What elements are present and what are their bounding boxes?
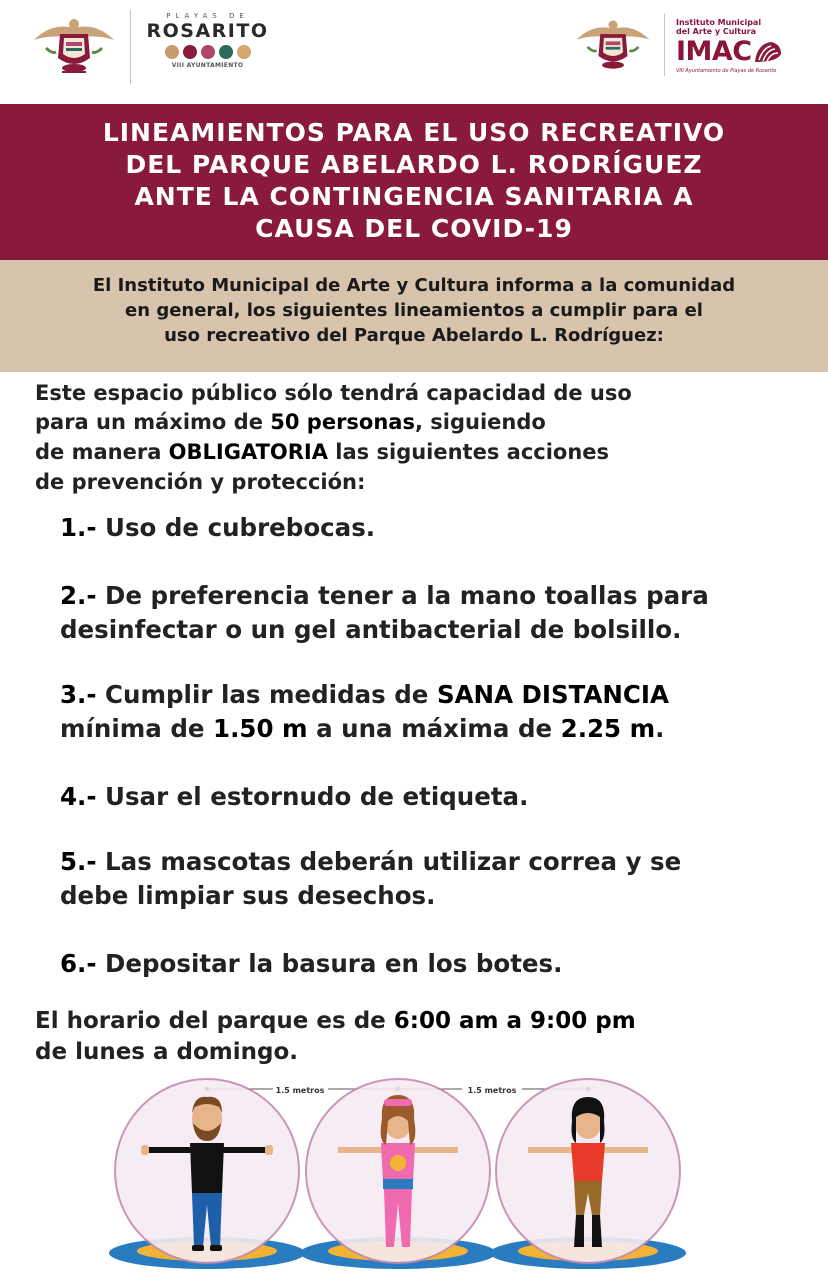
item-number: 5.- xyxy=(60,847,97,876)
imac-institute-line1: Instituto Municipal xyxy=(676,18,762,27)
capacity-line xyxy=(35,440,609,464)
rosarito-logo xyxy=(140,12,275,69)
capacity-emphasis: 50 personas xyxy=(270,410,415,434)
hours-emphasis: 6:00 am a 9:00 pm xyxy=(393,1008,636,1034)
list-item-continuation: desinfectar o un gel antibacterial de bolsillo. xyxy=(60,615,682,644)
item-number: 6.- xyxy=(60,949,97,978)
rosarito-dot xyxy=(165,45,179,59)
item-number: 4.- xyxy=(60,782,97,811)
list-item-continuation xyxy=(60,714,664,743)
distance-label-right: 1.5 metros xyxy=(467,1086,517,1095)
rosarito-small-text: PLAYAS DE xyxy=(166,12,249,20)
list-item-continuation: debe limpiar sus desechos. xyxy=(60,881,436,910)
shell-icon xyxy=(753,40,783,64)
hours-text: El horario del parque es de xyxy=(35,1008,394,1034)
item-text: Depositar la basura en los botes. xyxy=(96,949,563,978)
rosarito-dots xyxy=(140,45,275,59)
hours-line xyxy=(35,1008,636,1034)
capacity-text: de manera xyxy=(35,440,169,464)
title-line: LINEAMIENTOS PARA EL USO RECREATIVO xyxy=(102,118,726,147)
capacity-text: las siguientes acciones xyxy=(328,440,610,464)
header-divider-right xyxy=(664,14,665,76)
item-text: mínima de xyxy=(60,714,214,743)
item-number: 3.- xyxy=(60,680,97,709)
title-line: ANTE LA CONTINGENCIA SANITARIA A xyxy=(134,182,694,211)
imac-tagline: VIII Ayuntamiento de Playas de Rosarito xyxy=(676,68,777,74)
imac-acronym: IMAC xyxy=(676,36,752,67)
imac-logo xyxy=(676,18,816,74)
intro-line: uso recreativo del Parque Abelardo L. Rodríguez: xyxy=(164,325,664,346)
rosarito-dot xyxy=(201,45,215,59)
capacity-line: de prevención y protección: xyxy=(35,470,366,494)
distance-label-left: 1.5 metros xyxy=(275,1086,325,1095)
capacity-emphasis: OBLIGATORIA xyxy=(168,440,328,464)
municipal-seal-logo xyxy=(32,14,116,80)
hours-line: de lunes a domingo. xyxy=(35,1039,299,1065)
rosarito-dot xyxy=(183,45,197,59)
rosarito-dot xyxy=(237,45,251,59)
item-number: 2.- xyxy=(60,581,97,610)
municipal-seal-logo-right xyxy=(574,16,652,76)
item-text: De preferencia tener a la mano toallas para xyxy=(96,581,709,610)
item-text: Uso de cubrebocas. xyxy=(96,513,376,542)
rosarito-name: ROSARITO xyxy=(146,20,269,42)
item-text: Usar el estornudo de etiqueta. xyxy=(96,782,529,811)
list-item xyxy=(60,513,375,542)
intro-line: El Instituto Municipal de Arte y Cultura informa a la comunidad xyxy=(92,275,736,296)
item-text: Las mascotas deberán utilizar correa y se xyxy=(96,847,682,876)
header-divider xyxy=(130,10,131,84)
capacity-line xyxy=(35,410,546,434)
rosarito-dot xyxy=(219,45,233,59)
list-item xyxy=(60,581,709,610)
list-item xyxy=(60,680,669,709)
list-item xyxy=(60,847,681,876)
item-emphasis: 2.25 m xyxy=(560,714,656,743)
rosarito-subtitle: VIII AYUNTAMIENTO xyxy=(171,62,244,69)
capacity-text: , siguiendo xyxy=(414,410,546,434)
list-item xyxy=(60,949,562,978)
item-text: . xyxy=(655,714,665,743)
capacity-line: Este espacio público sólo tendrá capacidad de uso xyxy=(35,381,632,405)
title-banner xyxy=(0,104,828,260)
item-text: Cumplir las medidas de xyxy=(96,680,437,709)
title-line: DEL PARQUE ABELARDO L. RODRÍGUEZ xyxy=(125,150,703,179)
intro-line: en general, los siguientes lineamientos a cumplir para el xyxy=(125,300,703,321)
item-emphasis: SANA DISTANCIA xyxy=(436,680,669,709)
social-distancing-illustration xyxy=(0,1075,828,1280)
item-number: 1.- xyxy=(60,513,97,542)
item-text: a una máxima de xyxy=(307,714,561,743)
imac-institute-line2: del Arte y Cultura xyxy=(676,27,757,36)
page-header xyxy=(0,0,828,104)
intro-banner xyxy=(0,260,828,372)
item-emphasis: 1.50 m xyxy=(213,714,308,743)
list-item xyxy=(60,782,528,811)
title-line: CAUSA DEL COVID-19 xyxy=(255,214,573,243)
capacity-text: para un máximo de xyxy=(35,410,271,434)
